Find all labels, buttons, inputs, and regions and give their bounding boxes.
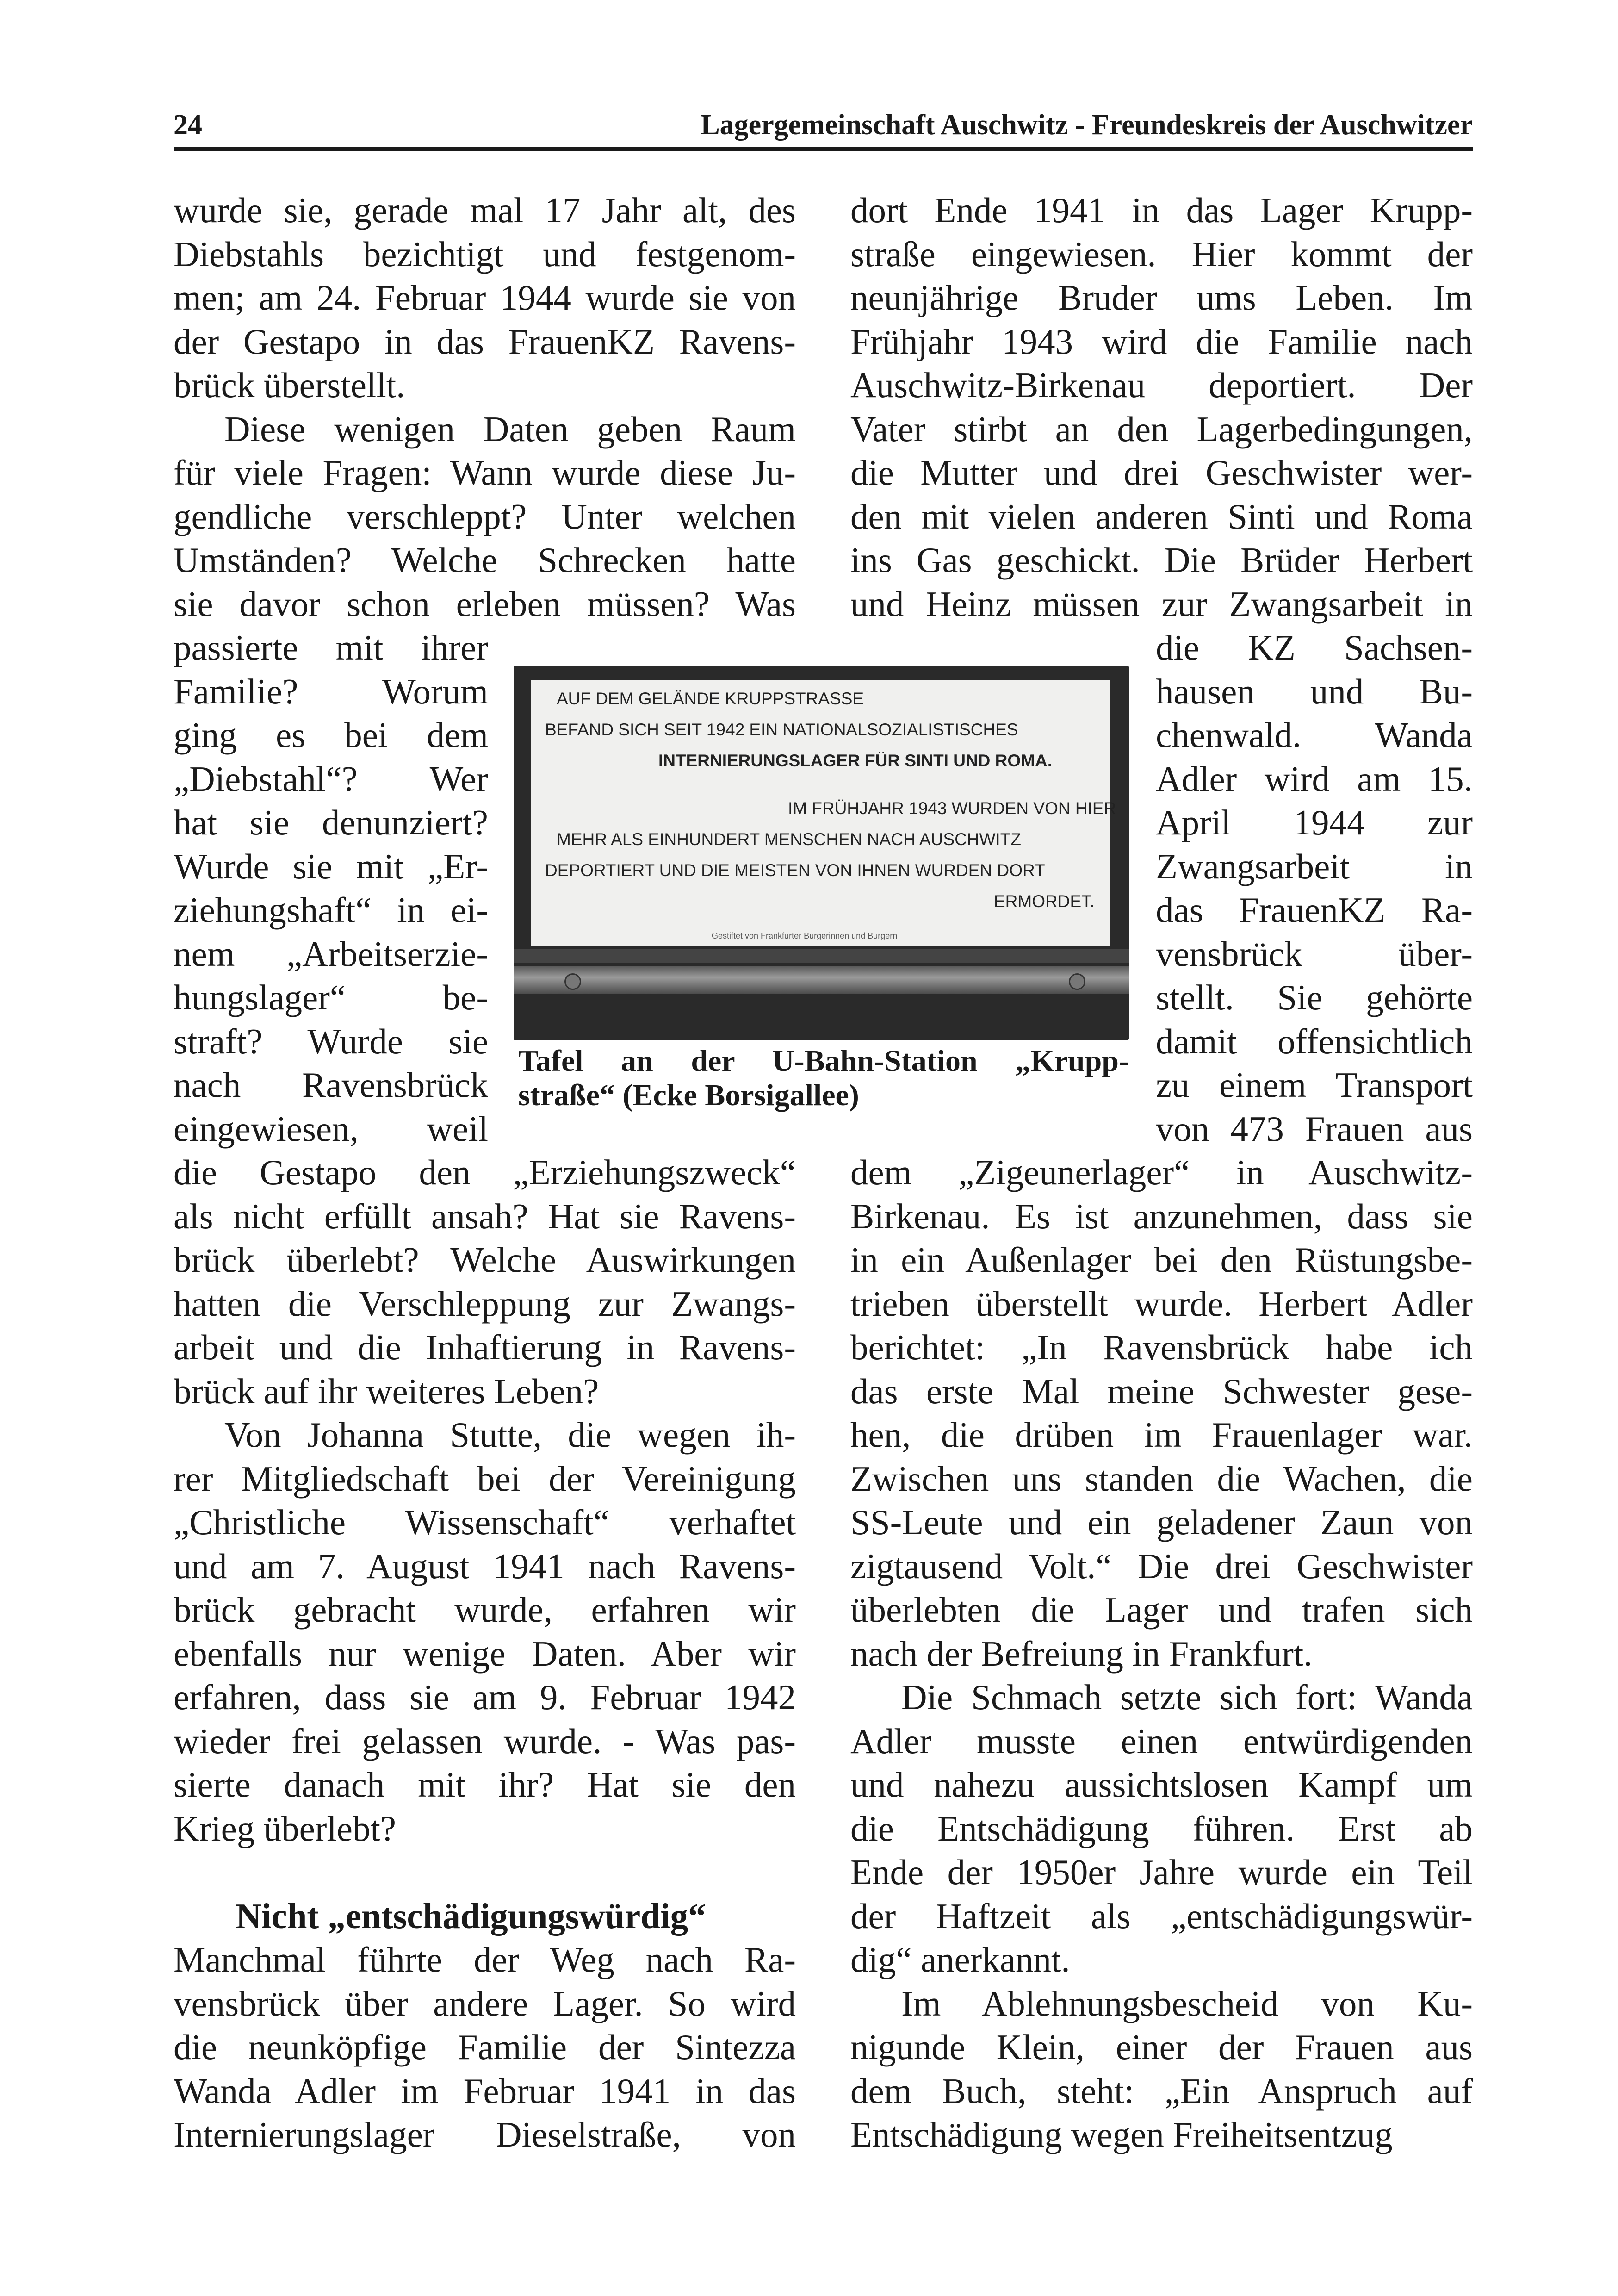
bolt-icon xyxy=(1069,973,1085,990)
text-line: hat sie denunziert? xyxy=(174,803,488,842)
text-line: chenwald. Wanda xyxy=(1156,715,1473,755)
text-line: nigunde Klein, einer der Frauen aus xyxy=(850,2027,1473,2067)
text-line: stellt. Sie gehörte xyxy=(1156,977,1473,1017)
text-line: Internierungslager Dieselstraße, von xyxy=(174,2115,796,2154)
text-line: dem Buch, steht: „Ein Anspruch auf xyxy=(850,2071,1473,2111)
text-line: neunjährige Bruder ums Leben. Im xyxy=(850,278,1473,317)
text-line: brück überlebt? Welche Auswirkungen xyxy=(174,1240,796,1280)
text-line: ins Gas geschickt. Die Brüder Herbert xyxy=(850,540,1473,580)
text-line: arbeit und die Inhaftierung in Ravens- xyxy=(174,1327,796,1367)
railing-pipe xyxy=(514,966,1129,994)
right-column xyxy=(850,188,1473,2157)
text-line: und nahezu aussichtslosen Kampf um xyxy=(850,1765,1473,1804)
memorial-plaque xyxy=(531,680,1116,946)
text-line: überlebten die Lager und trafen sich xyxy=(850,1590,1473,1630)
page-header xyxy=(174,104,1473,146)
text-line: Zwangsarbeit in xyxy=(1156,846,1473,886)
text-line: Entschädigung wegen Freiheitsentzug xyxy=(850,2115,1393,2154)
text-line: nach der Befreiung in Frankfurt. xyxy=(850,1633,1313,1674)
text-line: vensbrück über andere Lager. So wird xyxy=(174,1983,796,2023)
text-line: brück gebracht wurde, erfahren wir xyxy=(174,1590,796,1630)
text-line: Adler wird am 15. xyxy=(1156,759,1473,799)
running-title: Lagergemeinschaft Auschwitz - Freundeskreis der Auschwitzer xyxy=(701,109,1473,141)
text-line: „Diebstahl“? Wer xyxy=(174,759,488,799)
text-line: hungslager“ be- xyxy=(174,977,488,1017)
text-line: berichtet: „In Ravensbrück habe ich xyxy=(850,1327,1473,1367)
text-line: Auschwitz-Birkenau deportiert. Der xyxy=(850,365,1473,405)
text-line: dig“ anerkannt. xyxy=(850,1940,1070,1979)
text-line: Wanda Adler im Februar 1941 in das xyxy=(174,2071,796,2111)
text-line: Diebstahls bezichtigt und festgenom- xyxy=(174,234,796,274)
text-line: die neunköpfige Familie der Sintezza xyxy=(174,2027,796,2067)
text-line: Vater stirbt an den Lagerbedingungen, xyxy=(850,409,1473,449)
plaque-line: INTERNIERUNGSLAGER FÜR SINTI UND ROMA. xyxy=(658,751,1052,770)
text-line: Die Schmach setzte sich fort: Wanda xyxy=(901,1677,1473,1717)
caption-line: Tafel an der U-Bahn-Station „Krupp- xyxy=(518,1044,1129,1078)
text-line: Von Johanna Stutte, die wegen ih- xyxy=(224,1415,796,1455)
text-line: Familie? Worum xyxy=(174,671,488,711)
text-line: Wurde sie mit „Er- xyxy=(174,846,488,886)
text-line: eingewiesen, weil xyxy=(174,1108,488,1149)
text-line: die Gestapo den „Erziehungszweck“ xyxy=(174,1152,796,1192)
text-line: dem „Zigeunerlager“ in Auschwitz- xyxy=(850,1152,1473,1192)
paragraph-gap xyxy=(174,1850,796,1894)
text-line: von 473 Frauen aus xyxy=(1156,1108,1473,1149)
text-line: Birkenau. Es ist anzunehmen, dass sie xyxy=(850,1196,1473,1236)
plaque-line: IM FRÜHJAHR 1943 WURDEN VON HIER xyxy=(788,799,1116,818)
text-line: Diese wenigen Daten geben Raum xyxy=(224,409,796,449)
text-line: Zwischen uns standen die Wachen, die xyxy=(850,1458,1473,1499)
text-line: passierte mit ihrer xyxy=(174,628,488,667)
text-line: erfahren, dass sie am 9. Februar 1942 xyxy=(174,1677,796,1717)
plaque-frame xyxy=(514,949,1129,963)
plaque-line: DEPORTIERT UND DIE MEISTEN VON IHNEN WURDEN DORT xyxy=(545,861,1045,880)
text-line: zigtausend Volt.“ Die drei Geschwister xyxy=(850,1546,1473,1586)
text-line: rer Mitgliedschaft bei der Vereinigung xyxy=(174,1458,796,1499)
section-heading: Nicht „entschädigungswürdig“ xyxy=(236,1896,706,1936)
text-line: April 1944 zur xyxy=(1156,803,1473,842)
text-line: in ein Außenlager bei den Rüstungsbe- xyxy=(850,1240,1473,1280)
text-line: Krieg überlebt? xyxy=(174,1808,397,1848)
figure-caption xyxy=(518,1044,1129,1113)
plaque-line: AUF DEM GELÄNDE KRUPPSTRASSE xyxy=(557,689,864,708)
text-line: die Entschädigung führen. Erst ab xyxy=(850,1808,1473,1848)
text-line: nach Ravensbrück xyxy=(174,1065,488,1105)
text-line: den mit vielen anderen Sinti und Roma xyxy=(850,496,1473,536)
plaque-credit: Gestiftet von Frankfurter Bürgerinnen und Bürgern xyxy=(712,931,898,940)
text-line: das erste Mal meine Schwester gese- xyxy=(850,1371,1473,1411)
plaque-figure xyxy=(514,666,1129,1112)
text-line: vensbrück über- xyxy=(1156,933,1473,974)
text-line: dort Ende 1941 in das Lager Krupp- xyxy=(850,190,1473,230)
text-line: das FrauenKZ Ra- xyxy=(1156,890,1473,930)
text-line: hatten die Verschleppung zur Zwangs- xyxy=(174,1283,796,1324)
bolt-icon xyxy=(564,973,581,990)
text-line: brück überstellt. xyxy=(174,365,405,405)
text-line: und Heinz müssen zur Zwangsarbeit in xyxy=(850,584,1473,624)
text-line: Adler musste einen entwürdigenden xyxy=(850,1721,1473,1761)
text-line: straft? Wurde sie xyxy=(174,1021,488,1061)
text-line: für viele Fragen: Wann wurde diese Ju- xyxy=(174,453,796,492)
text-line: sierte danach mit ihr? Hat sie den xyxy=(174,1765,796,1804)
left-column xyxy=(174,188,796,2157)
plaque-photo xyxy=(514,666,1129,1040)
text-line: die KZ Sachsen- xyxy=(1156,628,1473,667)
header-rule xyxy=(174,147,1473,151)
text-line: der Gestapo in das FrauenKZ Ravens- xyxy=(174,321,796,361)
text-line: SS-Leute und ein geladener Zaun von xyxy=(850,1502,1473,1542)
text-line: hen, die drüben im Frauenlager war. xyxy=(850,1415,1473,1455)
text-line: gendliche verschleppt? Unter welchen xyxy=(174,496,796,536)
text-line: ebenfalls nur wenige Daten. Aber wir xyxy=(174,1633,796,1674)
plaque-line: BEFAND SICH SEIT 1942 EIN NATIONALSOZIALISTISCHES xyxy=(545,720,1018,739)
text-line: Umständen? Welche Schrecken hatte xyxy=(174,540,796,580)
text-line: brück auf ihr weiteres Leben? xyxy=(174,1371,599,1411)
text-line: Im Ablehnungsbescheid von Ku- xyxy=(901,1983,1473,2023)
page-number: 24 xyxy=(174,109,202,141)
text-line: der Haftzeit als „entschädigungswür- xyxy=(850,1896,1473,1936)
text-line: die Mutter und drei Geschwister wer- xyxy=(850,453,1473,492)
text-line: Ende der 1950er Jahre wurde ein Teil xyxy=(850,1852,1473,1892)
plaque-line: MEHR ALS EINHUNDERT MENSCHEN NACH AUSCHWITZ xyxy=(557,830,1021,849)
caption-line: straße“ (Ecke Borsigallee) xyxy=(518,1078,859,1112)
text-line: als nicht erfüllt ansah? Hat sie Ravens- xyxy=(174,1196,796,1236)
text-line: men; am 24. Februar 1944 wurde sie von xyxy=(174,278,796,317)
text-line: damit offensichtlich xyxy=(1156,1021,1473,1061)
text-line: und am 7. August 1941 nach Ravens- xyxy=(174,1546,796,1586)
text-line: Manchmal führte der Weg nach Ra- xyxy=(174,1940,796,1979)
text-line: wieder frei gelassen wurde. - Was pas- xyxy=(174,1721,796,1761)
text-line: straße eingewiesen. Hier kommt der xyxy=(850,234,1473,274)
text-line: sie davor schon erleben müssen? Was xyxy=(174,584,796,624)
text-line: nem „Arbeitserzie- xyxy=(174,933,488,974)
text-line: ging es bei dem xyxy=(174,715,488,755)
text-line: zu einem Transport xyxy=(1156,1065,1473,1105)
text-line: wurde sie, gerade mal 17 Jahr alt, des xyxy=(174,190,796,230)
text-line: „Christliche Wissenschaft“ verhaftet xyxy=(174,1502,796,1542)
text-line: ziehungshaft“ in ei- xyxy=(174,890,488,930)
plaque-line: ERMORDET. xyxy=(994,892,1095,911)
text-line: Frühjahr 1943 wird die Familie nach xyxy=(850,321,1473,361)
text-line: trieben überstellt wurde. Herbert Adler xyxy=(850,1283,1473,1324)
text-line: hausen und Bu- xyxy=(1156,671,1473,711)
